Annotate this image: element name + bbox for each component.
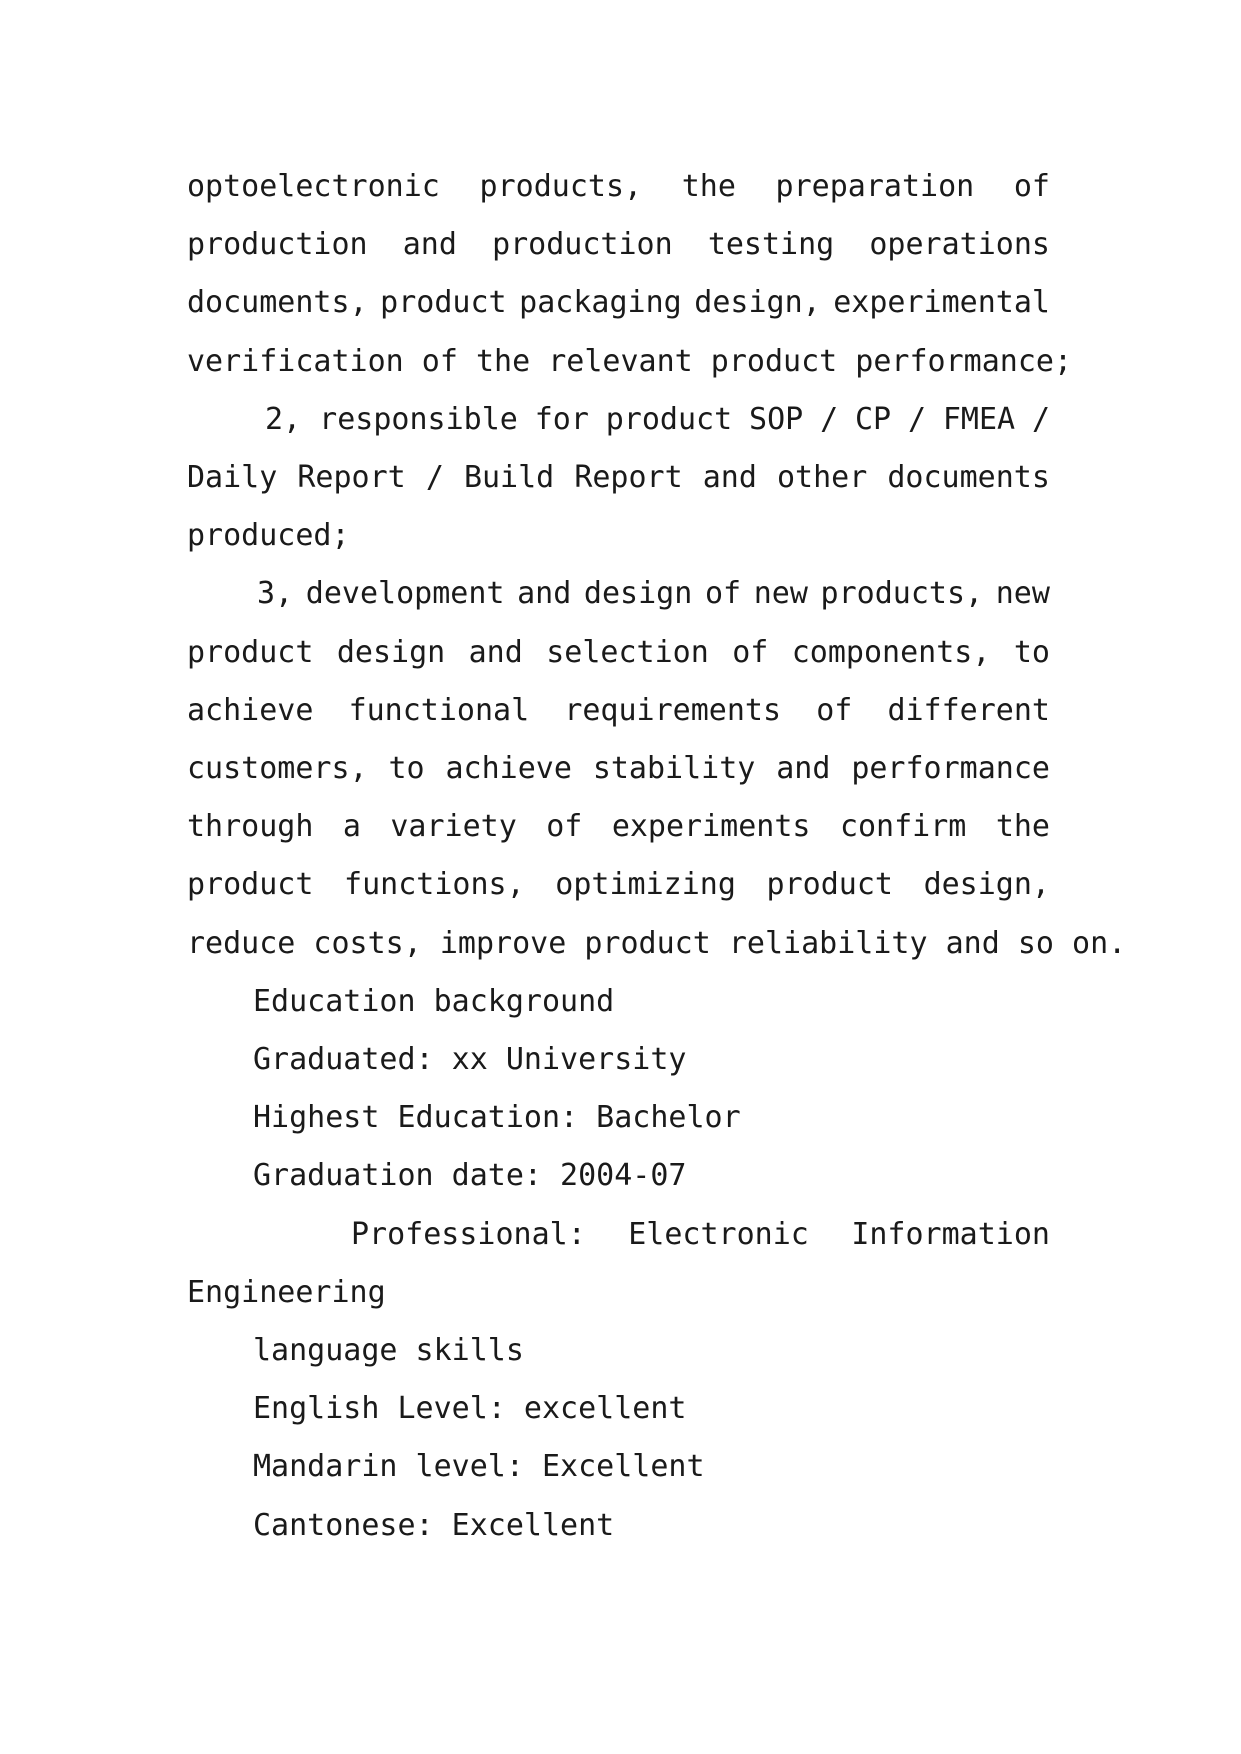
highest-education: Highest Education: Bachelor: [253, 1100, 741, 1136]
word: of: [704, 576, 742, 612]
word: to: [388, 751, 425, 787]
word: achieve: [187, 692, 314, 728]
word: to: [1013, 634, 1050, 670]
word: design,: [694, 285, 821, 321]
word: the: [995, 809, 1050, 845]
word: Report: [297, 460, 406, 496]
word: SOP: [749, 401, 804, 437]
word: Professional:: [351, 1216, 586, 1252]
word: /: [1031, 401, 1050, 437]
word: development: [305, 576, 505, 612]
text-line: [187, 798, 1050, 856]
word: new: [995, 576, 1050, 612]
word: optimizing: [555, 867, 736, 903]
word: different: [887, 692, 1050, 728]
word: of: [1013, 169, 1050, 204]
graduated-school: Graduated: xx University: [253, 1042, 687, 1078]
responsibility-paragraph-3: [187, 565, 1127, 972]
word: functional: [348, 692, 530, 728]
word: and: [776, 751, 831, 787]
word: through: [187, 809, 314, 845]
word: of: [816, 692, 853, 728]
responsibility-paragraph-2: [187, 391, 1050, 566]
word: and: [402, 227, 457, 263]
cantonese-level: Cantonese: Excellent: [253, 1507, 615, 1543]
word: products,: [479, 169, 643, 204]
word: Build: [463, 460, 555, 496]
word: testing: [707, 227, 835, 263]
text-line: [187, 158, 1050, 216]
language-section: [187, 1322, 1050, 1555]
word: components,: [791, 634, 991, 670]
responsibility-paragraph-1: [187, 158, 1073, 391]
word: the: [681, 169, 736, 204]
word: /: [907, 401, 926, 437]
word: packaging: [519, 285, 682, 321]
text-line: reduce costs, improve product reliability and so on.: [187, 925, 1127, 961]
word: product: [380, 285, 507, 321]
word: customers,: [187, 751, 368, 787]
word: production: [187, 227, 368, 263]
word: other: [777, 460, 868, 496]
word: FMEA: [942, 401, 1016, 437]
word: product: [766, 867, 893, 903]
word: /: [425, 460, 444, 496]
word: Information: [851, 1216, 1050, 1252]
text-line: [187, 682, 1050, 740]
text-line: [187, 624, 1050, 682]
word: experiments: [611, 809, 811, 845]
word: experimental: [833, 285, 1050, 321]
text-line: [187, 274, 1050, 332]
word: selection: [546, 634, 709, 670]
word: Daily: [187, 460, 278, 496]
word: 3,: [257, 576, 294, 612]
word: variety: [390, 809, 517, 845]
text-line: [187, 856, 1050, 914]
word: of: [732, 634, 769, 670]
word: product: [605, 401, 733, 437]
word: achieve: [445, 751, 572, 787]
word: functions,: [344, 867, 525, 903]
word: a: [342, 809, 361, 845]
document-body: [187, 158, 1127, 1555]
word: CP: [854, 401, 892, 437]
word: confirm: [839, 809, 967, 845]
word: and: [517, 576, 572, 612]
text-line: [187, 565, 1050, 623]
word: stability: [592, 751, 756, 787]
graduation-date: Graduation date: 2004-07: [253, 1158, 687, 1194]
professional-line-continued: Engineering: [187, 1274, 386, 1310]
education-heading: Education background: [253, 983, 615, 1019]
word: operations: [869, 227, 1050, 263]
text-line: [187, 391, 1050, 449]
language-heading: language skills: [253, 1333, 524, 1369]
word: Electronic: [628, 1216, 809, 1252]
word: and: [702, 460, 757, 496]
word: requirements: [564, 692, 782, 728]
education-section: [187, 973, 1050, 1322]
word: design: [336, 634, 446, 670]
word: and: [468, 634, 523, 670]
word: design: [583, 576, 693, 612]
word: products,: [820, 576, 984, 612]
text-line: produced;: [187, 518, 350, 554]
professional-line: [187, 1206, 1050, 1264]
word: Report: [574, 460, 683, 496]
english-level: English Level: excellent: [253, 1391, 687, 1427]
word: design,: [923, 867, 1050, 903]
text-line: [187, 449, 1050, 507]
text-line: [187, 216, 1050, 274]
word: new: [753, 576, 808, 612]
word: for: [534, 401, 589, 437]
word: performance: [851, 751, 1050, 787]
word: of: [546, 809, 583, 845]
word: product: [187, 867, 314, 903]
word: /: [820, 401, 839, 437]
word: documents,: [187, 285, 368, 321]
text-line: verification of the relevant product performance;: [187, 343, 1073, 379]
mandarin-level: Mandarin level: Excellent: [253, 1449, 705, 1485]
word: production: [492, 227, 673, 263]
word: 2, responsible: [265, 401, 518, 437]
text-line: [187, 740, 1050, 798]
word: documents: [887, 460, 1050, 496]
word: optoelectronic: [187, 169, 440, 204]
word: product: [187, 634, 314, 670]
word: preparation: [775, 169, 975, 204]
